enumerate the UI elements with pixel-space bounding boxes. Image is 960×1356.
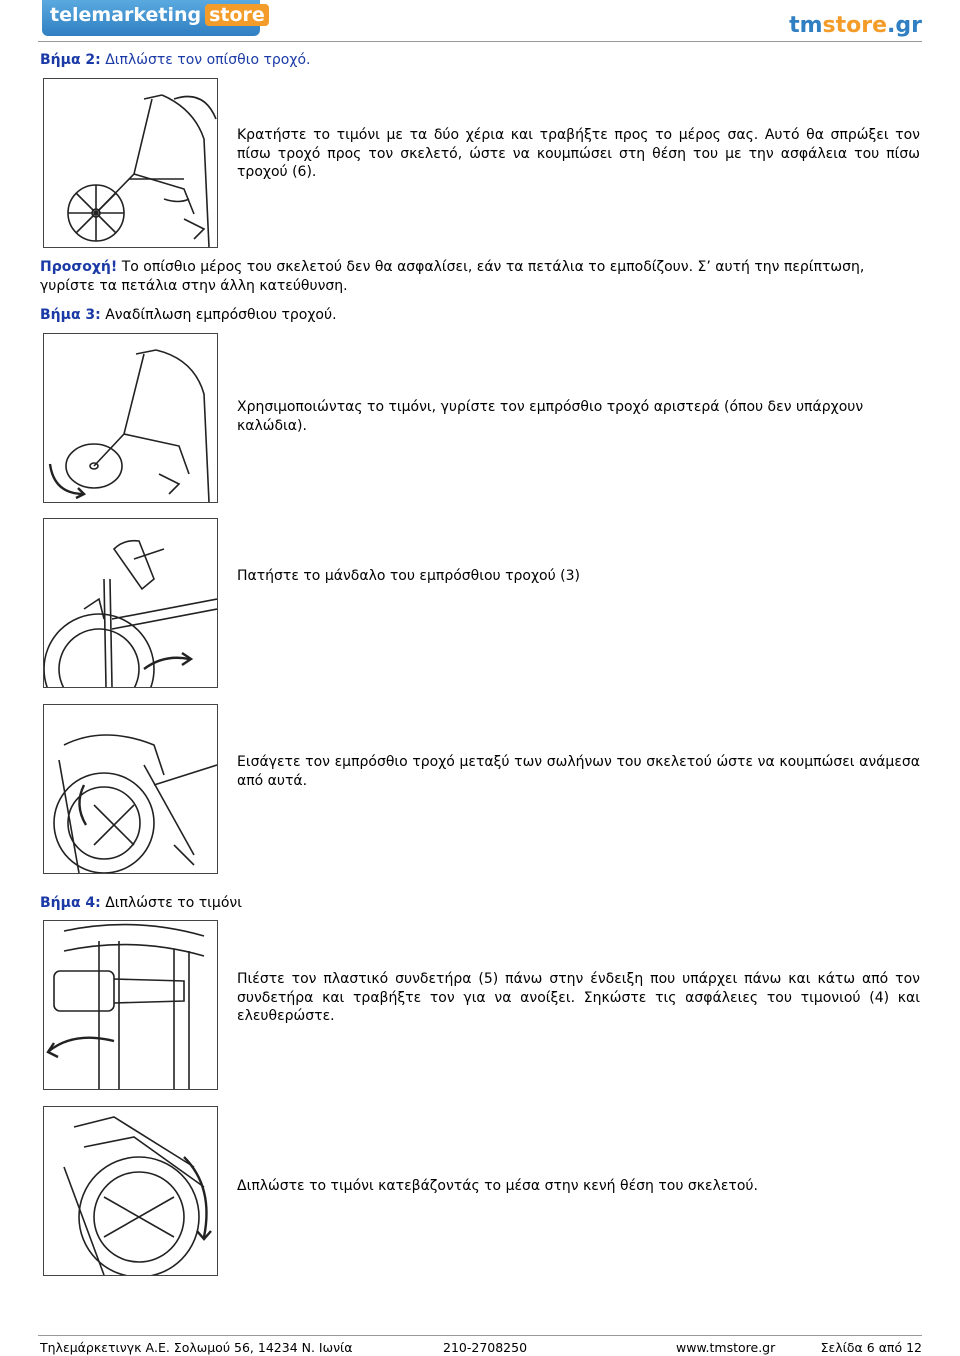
step2-label: Βήμα 2: [40, 52, 101, 68]
step4-title: Διπλώστε το τιμόνι [100, 895, 242, 911]
brand-store: store [822, 13, 888, 38]
step3-label: Βήμα 3: [40, 307, 101, 323]
telemarketing-store-logo[interactable] [50, 4, 269, 26]
step3-instruction-insert: Εισάγετε τον εμπρόσθιο τροχό μεταξύ των σωλήνων του σκελετού ώστε να κουμπώσει ανάμεσα από αυτά. [237, 754, 920, 789]
logo-main-text: telemarketing [50, 4, 202, 26]
footer-divider [38, 1335, 922, 1336]
step3-instruction-turn: Χρησιμοποιώντας το τιμόνι, γυρίστε τον εμπρόσθιο τροχό αριστερά (όπου δεν υπάρχουν καλώδια). [237, 399, 864, 434]
step4-label: Βήμα 4: [40, 895, 101, 911]
step4-illustration-fold-handlebar [43, 1106, 218, 1276]
step2-instructions: Κρατήστε το τιμόνι με τα δύο χέρια και τραβήξτε προς το μέρος σας. Αυτό θα σπρώξει τον πίσω τροχό προς τον σκελετό, ώστε να κουμπώσει στη θέση του με την ασφάλεια του πίσω τροχού (6). [237, 127, 920, 180]
footer-company-address: Τηλεμάρκετινγκ Α.Ε. Σολωμού 56, 14234 Ν. Ιωνία [40, 1340, 353, 1355]
footer-website-link[interactable]: www.tmstore.gr [676, 1340, 776, 1355]
step2-title: Διπλώστε τον οπίσθιο τροχό. [100, 52, 311, 68]
step2-illustration [43, 78, 218, 248]
footer-phone: 210-2708250 [443, 1340, 528, 1355]
step3-title: Αναδίπλωση εμπρόσθιου τροχού. [100, 307, 337, 323]
warning-label: Προσοχή! [40, 259, 118, 275]
logo-store-badge: store [205, 4, 269, 26]
warning-note [40, 258, 920, 295]
step4-illustration-clamp [43, 920, 218, 1090]
tmstore-brand[interactable] [789, 13, 922, 38]
brand-gr: .gr [887, 13, 922, 38]
step3-instruction-latch: Πατήστε το μάνδαλο του εμπρόσθιου τροχού (3) [237, 568, 580, 584]
step3-illustration-turn-wheel [43, 333, 218, 503]
step3-heading [40, 306, 337, 325]
step4-instruction-fold: Διπλώστε το τιμόνι κατεβάζοντάς το μέσα στην κενή θέση του σκελετού. [237, 1178, 758, 1194]
step2-heading [40, 51, 310, 70]
step4-heading [40, 894, 242, 913]
step3-illustration-latch [43, 518, 218, 688]
brand-tm: tm [789, 13, 823, 38]
step3-illustration-insert-wheel [43, 704, 218, 874]
step4-instruction-clamp: Πιέστε τον πλαστικό συνδετήρα (5) πάνω στην ένδειξη που υπάρχει πάνω και κάτω από τον συνδετήρα και τραβήξτε τον για να ανοίξει. Σηκώστε τις ασφάλειες του τιμονιού (4) και ελευθερώστε. [237, 971, 920, 1024]
warning-text: Το οπίσθιο μέρος του σκελετού δεν θα ασφαλίσει, εάν τα πετάλια το εμποδίζουν. Σ’ αυτή την περίπτωση, γυρίστε τα πετάλια στην άλλη κατεύθυνση. [40, 259, 865, 294]
footer-page-number: Σελίδα 6 από 12 [820, 1340, 922, 1355]
header-divider [38, 41, 922, 42]
